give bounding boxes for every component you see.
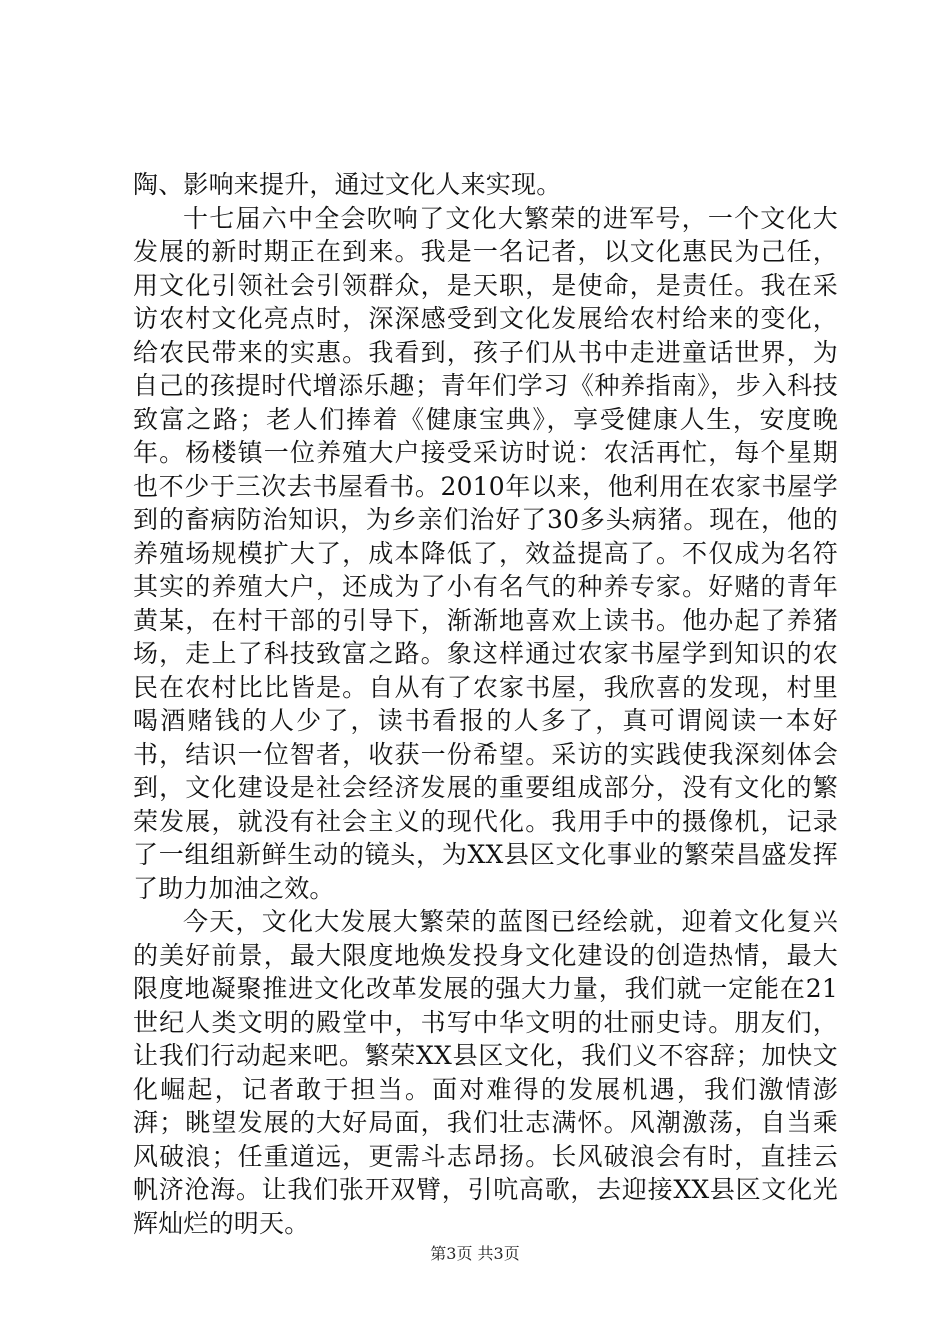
paragraph-closing-call: 今天，文化大发展大繁荣的蓝图已经绘就，迎着文化复兴的美好前景，最大限度地焕发投身文化建设的创造热情，最大限度地凝聚推进文化改革发展的强大力量，我们就一定能在21世纪人类文明的殿堂中，书写中华文明的壮丽史诗。朋友们，让我们行动起来吧。繁荣XX县区文化，我们义不容辞；加快文化崛起，记者敢于担当。面对难得的发展机遇，我们激情澎湃；眺望发展的大好局面，我们壮志满怀。风潮激荡，自当乘风破浪；任重道远，更需斗志昂扬。长风破浪会有时，直挂云帆济沧海。让我们张开双臂，引吭高歌，去迎接XX县区文化光辉灿烂的明天。 — [133, 907, 838, 1238]
paragraph-continuation: 陶、影响来提升，通过文化人来实现。 — [133, 170, 562, 199]
page-footer: 第3页 共3页 — [430, 1244, 520, 1263]
document-body — [133, 168, 838, 1240]
paragraph-reporter-experience: 十七届六中全会吹响了文化大繁荣的进军号，一个文化大发展的新时期正在到来。我是一名记者，以文化惠民为己任，用文化引领社会引领群众，是天职，是使命，是责任。我在采访农村文化亮点时，深深感受到文化发展给农村给来的变化，给农民带来的实惠。我看到，孩子们从书中走进童话世界，为自己的孩提时代增添乐趣；青年们学习《种养指南》，步入科技致富之路；老人们捧着《健康宝典》，享受健康人生，安度晚年。杨楼镇一位养殖大户接受采访时说：农活再忙，每个星期也不少于三次去书屋看书。2010年以来，他利用在农家书屋学到的畜病防治知识，为乡亲们治好了30多头病猪。现在，他的养殖场规模扩大了，成本降低了，效益提高了。不仅成为名符其实的养殖大户，还成为了小有名气的种养专家。好赌的青年黄某，在村干部的引导下，渐渐地喜欢上读书。他办起了养猪场，走上了科技致富之路。象这样通过农家书屋学到知识的农民在农村比比皆是。自从有了农家书屋，我欣喜的发现，村里喝酒赌钱的人少了，读书看报的人多了，真可谓阅读一本好书，结识一位智者，收获一份希望。采访的实践使我深刻体会到，文化建设是社会经济发展的重要组成部分，没有文化的繁荣发展，就没有社会主义的现代化。我用手中的摄像机，记录了一组组新鲜生动的镜头，为XX县区文化事业的繁荣昌盛发挥了助力加油之效。 — [133, 203, 838, 903]
